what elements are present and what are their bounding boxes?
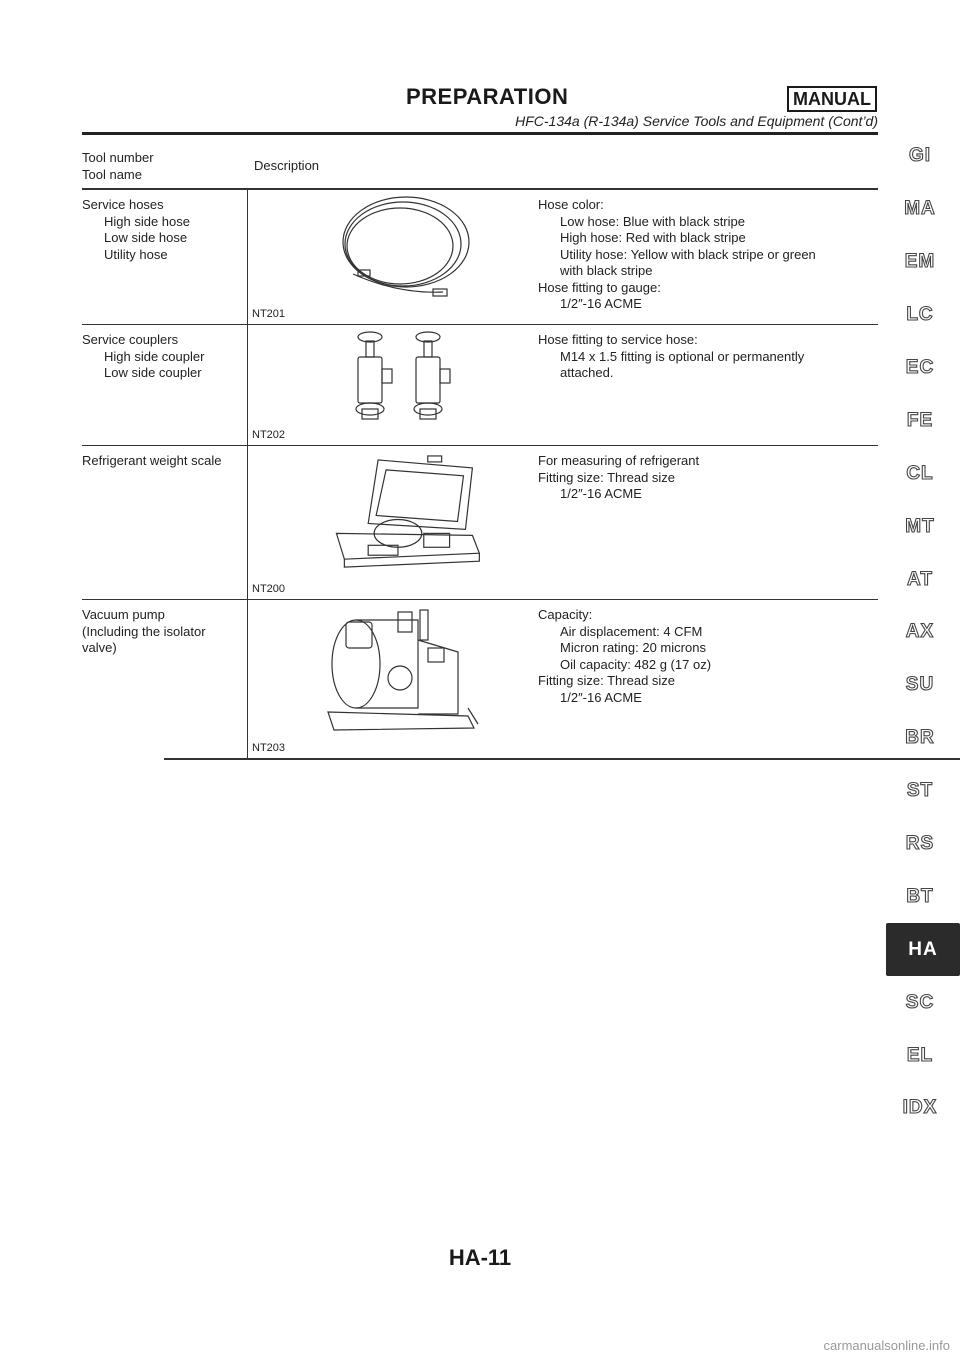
description-line: For measuring of refrigerant xyxy=(538,453,700,468)
hose-drawing xyxy=(248,194,538,308)
tool-code: NT201 xyxy=(252,307,286,320)
section-tab-bt[interactable]: BT xyxy=(906,885,934,907)
description-line: Capacity: xyxy=(538,607,593,622)
weight-scale-illustration xyxy=(248,450,538,583)
header-tool-col: Tool number Tool name xyxy=(82,150,154,182)
description-cell xyxy=(538,332,878,382)
section-tab-idx[interactable]: IDX xyxy=(902,1097,938,1119)
description-line: 1/2″-16 ACME xyxy=(560,296,642,311)
tools-table xyxy=(82,143,878,760)
description-line: Air displacement: 4 CFM xyxy=(560,623,703,639)
pump-drawing xyxy=(248,604,538,742)
tool-image-cell xyxy=(247,600,538,758)
section-tab-at[interactable]: AT xyxy=(907,568,933,590)
description-line: Oil capacity: 482 g (17 oz) xyxy=(560,656,712,672)
section-tab-ec[interactable]: EC xyxy=(905,357,935,378)
description-line: High hose: Red with black stripe xyxy=(560,230,746,245)
section-tab-el[interactable]: EL xyxy=(906,1044,934,1066)
scale-drawing xyxy=(248,450,538,583)
section-tab-ma[interactable]: MA xyxy=(904,198,936,220)
section-tab-sc[interactable]: SC xyxy=(905,991,935,1013)
table-row xyxy=(82,446,878,600)
description-line: Hose color: xyxy=(538,197,604,212)
section-tab-fe[interactable]: FE xyxy=(906,409,934,431)
tool-name-cell: Vacuum pump (Including the isolator valve) xyxy=(82,607,206,655)
tool-code: NT203 xyxy=(252,741,286,754)
description-line: 1/2″-16 ACME xyxy=(560,689,642,705)
description-line: Fitting size: Thread size xyxy=(538,673,676,688)
tool-name-cell: Refrigerant weight scale xyxy=(82,453,222,468)
section-tab-st[interactable]: ST xyxy=(906,780,934,802)
coupler-drawing xyxy=(248,329,538,429)
table-row xyxy=(82,600,878,758)
section-tab-br[interactable]: BR xyxy=(905,727,935,749)
service-couplers-illustration xyxy=(248,329,538,429)
description-cell xyxy=(538,453,878,503)
table-row xyxy=(82,325,878,446)
section-tab-rs[interactable]: RS xyxy=(905,833,935,855)
section-tab-gi[interactable]: GI xyxy=(908,145,932,167)
section-tab-cl[interactable]: CL xyxy=(906,462,934,484)
header-rule xyxy=(82,132,878,135)
table-row xyxy=(82,190,878,325)
description-line: M14 x 1.5 fitting is optional or permanently xyxy=(560,348,805,364)
description-line: Utility hose: Yellow with black stripe or green xyxy=(560,246,816,262)
tool-name-cell: Service hoses High side hose Low side hose Utility hose xyxy=(82,197,190,262)
tool-code: NT202 xyxy=(252,428,286,441)
table-header xyxy=(82,143,878,190)
section-tab-ha[interactable]: HA xyxy=(886,923,960,976)
page-header xyxy=(0,0,960,140)
description-line: 1/2″-16 ACME xyxy=(560,486,642,501)
description-line: Hose fitting to service hose: xyxy=(538,332,698,347)
section-tab-lc[interactable]: LC xyxy=(906,304,934,326)
section-tab-em[interactable]: EM xyxy=(904,251,936,273)
page-subtitle: HFC-134a (R-134a) Service Tools and Equipment (Cont’d) xyxy=(515,113,878,129)
description-line: attached. xyxy=(560,365,614,380)
header-description-col: Description xyxy=(254,158,320,173)
section-tab-ax[interactable]: AX xyxy=(905,621,935,643)
description-line: Micron rating: 20 microns xyxy=(560,640,706,655)
vacuum-pump-illustration xyxy=(248,604,538,742)
table-bottom-rule xyxy=(164,758,960,760)
description-line: Fitting size: Thread size xyxy=(538,469,676,485)
description-line: Low hose: Blue with black stripe xyxy=(560,213,745,229)
service-hoses-illustration xyxy=(248,194,538,308)
description-cell xyxy=(538,197,878,313)
description-line: Hose fitting to gauge: xyxy=(538,279,661,295)
tool-image-cell xyxy=(247,325,538,445)
tool-image-cell xyxy=(247,190,538,324)
manual-badge: MANUAL xyxy=(787,86,877,112)
description-line: with black stripe xyxy=(560,263,653,278)
watermark: carmanualsonline.info xyxy=(823,1338,950,1353)
section-index-sidebar xyxy=(888,130,952,1135)
tool-image-cell xyxy=(247,446,538,599)
tool-name-cell: Service couplers High side coupler Low side coupler xyxy=(82,332,205,380)
tool-code: NT200 xyxy=(252,582,286,595)
page-title: PREPARATION xyxy=(406,84,569,109)
page-number: HA-11 xyxy=(448,1245,512,1270)
section-tab-su[interactable]: SU xyxy=(905,674,935,696)
description-cell xyxy=(538,607,878,706)
section-tab-mt[interactable]: MT xyxy=(905,515,935,537)
